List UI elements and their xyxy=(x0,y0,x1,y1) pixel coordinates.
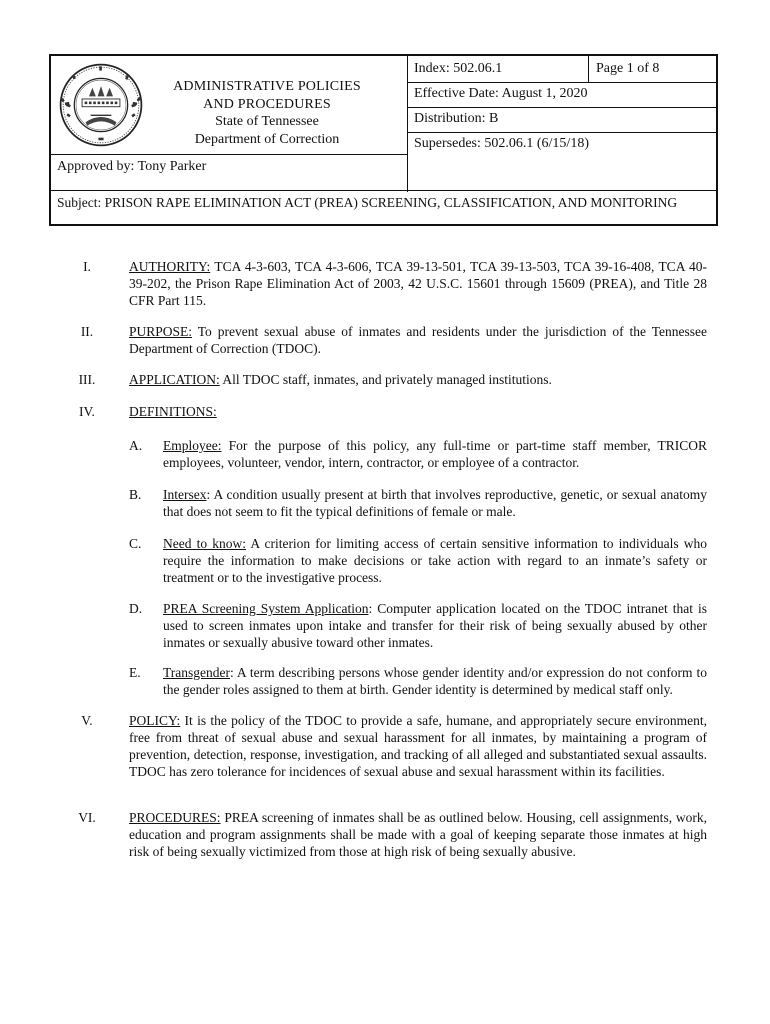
section-number: V. xyxy=(81,713,93,728)
section-text xyxy=(129,712,707,780)
section-number: VI. xyxy=(78,810,96,825)
section-heading: PROCEDURES: xyxy=(129,810,221,825)
section-heading: PURPOSE: xyxy=(129,324,193,339)
department-title xyxy=(147,78,387,148)
policy-header-box xyxy=(49,54,718,226)
section-body: It is the policy of the TDOC to provide a safe, humane, and appropriately secure environment, free from threat of sexual abuse and sexual harassment for all inmates, by maintaining a program of prevention, detection, response, investigation, and tracking of all alleged and substantiated sexual assaults. TDOC has zero tolerance for incidences of sexual abuse and sexual harassment within its facilities. xyxy=(129,713,707,779)
section-body: TCA 4-3-603, TCA 4-3-606, TCA 39-13-501, TCA 39-13-503, TCA 39-16-408, TCA 40-39-202, the Prison Rape Elimination Act of 2003, 42 U.S.C. 15601 through 15609 (PREA), and Title 28 CFR Part 115. xyxy=(129,259,707,308)
section-number: IV. xyxy=(79,404,95,419)
section-text xyxy=(129,403,707,420)
definition-letter: A. xyxy=(129,438,143,453)
page-number: Page 1 of 8 xyxy=(596,61,660,76)
definition-letter: E. xyxy=(129,665,141,680)
section-heading: APPLICATION: xyxy=(129,372,220,387)
approved-by: Approved by: Tony Parker xyxy=(57,159,207,174)
divider xyxy=(588,56,589,82)
definition-term: Intersex xyxy=(163,487,207,502)
state-seal-icon xyxy=(58,62,144,148)
section-number: III. xyxy=(78,372,96,387)
policy-index: Index: 502.06.1 xyxy=(414,61,503,76)
definition-body: : A condition usually present at birth that involves reproductive, genetic, or sexual anatomy that does not seem to fit the typical definitions of female or male. xyxy=(163,487,707,519)
section-text xyxy=(129,371,707,388)
effective-date: Effective Date: August 1, 2020 xyxy=(414,86,588,101)
divider xyxy=(407,132,716,133)
definition-body: : Computer application located on the TDOC intranet that is used to screen inmates upon intake and transfer for their risk of being sexually abused by other inmates or sexually abusive toward other inmates. xyxy=(163,601,707,650)
subject-line: Subject: PRISON RAPE ELIMINATION ACT (PREA) SCREENING, CLASSIFICATION, AND MONITORING xyxy=(57,195,678,210)
definition-text xyxy=(163,535,707,586)
dept-line: ADMINISTRATIVE POLICIES xyxy=(173,79,361,94)
definition-letter: B. xyxy=(129,487,142,502)
dept-line: AND PROCEDURES xyxy=(203,96,331,112)
divider xyxy=(407,82,716,83)
section-body: To prevent sexual abuse of inmates and residents under the jurisdiction of the Tennessee Department of Correction (TDOC). xyxy=(129,324,707,356)
supersedes: Supersedes: 502.06.1 (6/15/18) xyxy=(414,136,589,151)
section-number: I. xyxy=(83,259,91,274)
section-text xyxy=(129,809,707,860)
divider xyxy=(51,154,407,155)
definition-body: : A term describing persons whose gender identity and/or expression do not conform to the gender roles assigned to them at birth. Gender identity is determined by medical staff only. xyxy=(163,665,707,697)
definition-body: For the purpose of this policy, any full-time or part-time staff member, TRICOR employees, volunteer, vendor, intern, contractor, or employee of a contractor. xyxy=(163,438,707,470)
section-heading: DEFINITIONS: xyxy=(129,404,217,419)
section-heading: POLICY: xyxy=(129,713,181,728)
dept-line: Department of Correction xyxy=(194,131,340,147)
section-text xyxy=(129,258,707,309)
definition-term: PREA Screening System Application xyxy=(163,601,369,616)
distribution: Distribution: B xyxy=(414,111,499,126)
dept-line: State of Tennessee xyxy=(215,114,319,129)
section-heading: AUTHORITY: xyxy=(129,259,211,274)
section-number: II. xyxy=(80,324,94,339)
definition-text xyxy=(163,600,707,651)
section-text xyxy=(129,323,707,357)
section-body: PREA screening of inmates shall be as outlined below. Housing, cell assignments, work, education and program assignments shall be made with a goal of keeping separate those inmates at high risk of being sexually victimized from those at high risk of being sexually abusive. xyxy=(129,810,707,859)
definition-letter: D. xyxy=(129,601,143,616)
definition-text xyxy=(163,437,707,471)
definition-term: Need to know: xyxy=(163,536,246,551)
divider xyxy=(51,190,716,191)
section-body: All TDOC staff, inmates, and privately managed institutions. xyxy=(219,372,552,387)
definition-term: Transgender xyxy=(163,665,230,680)
divider xyxy=(407,107,716,108)
definition-body: A criterion for limiting access of certain sensitive information to individuals who require the information to make decisions or take action with regard to an inmate’s safety or treatment or to the investigative process. xyxy=(163,536,708,585)
definition-text xyxy=(163,486,707,520)
definition-letter: C. xyxy=(129,536,142,551)
definition-term: Employee: xyxy=(163,438,222,453)
definition-text xyxy=(163,664,707,698)
divider xyxy=(407,56,408,192)
